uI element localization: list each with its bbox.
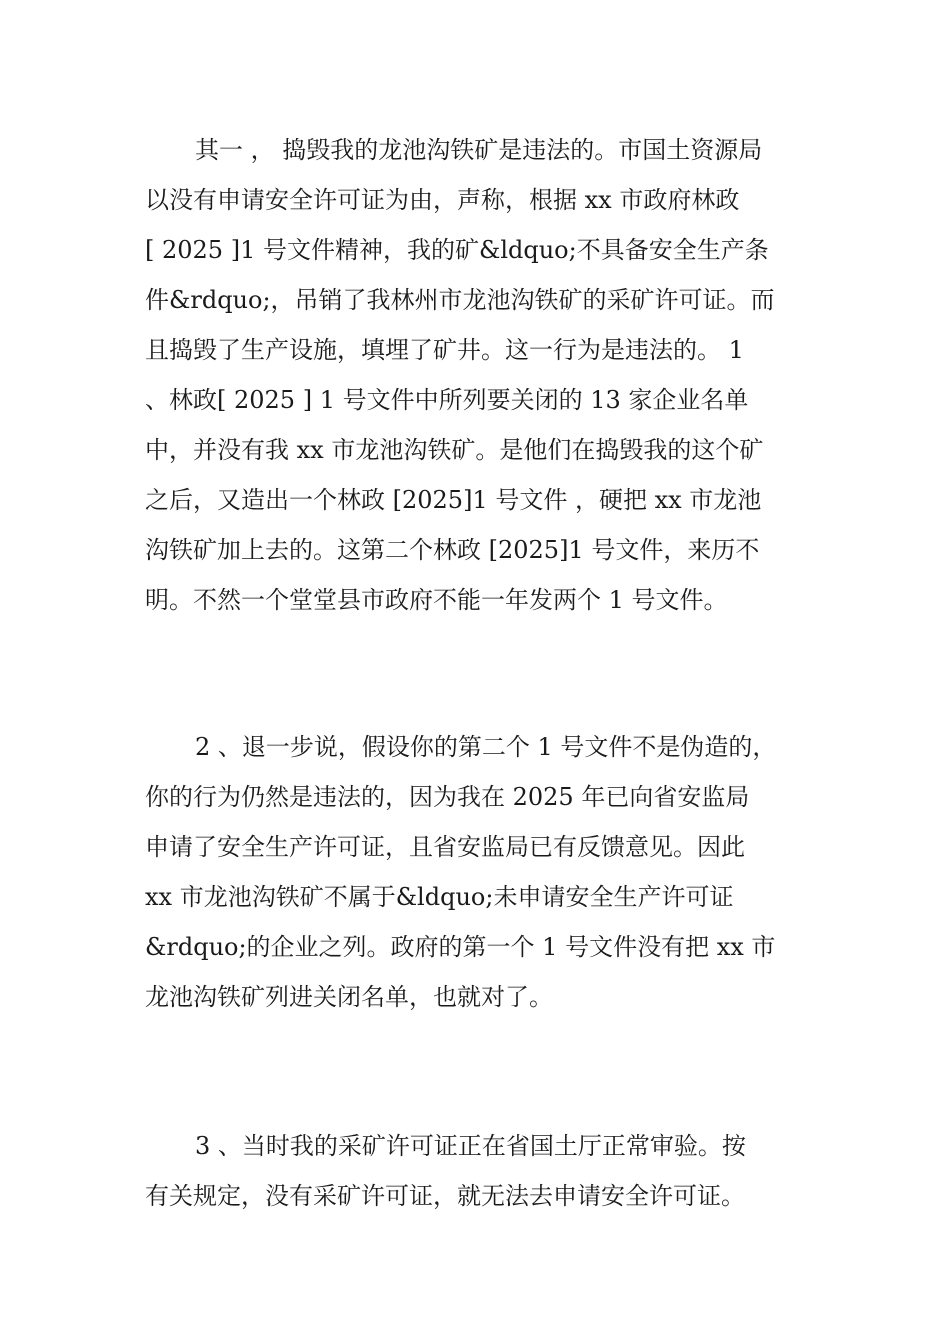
text-line: [ 2025 ]1 号文件精神，我的矿&ldquo;不具备安全生产条 [145, 236, 769, 264]
text-line: 其一 ， 捣毁我的龙池沟铁矿是违法的。市国土资源局 [195, 136, 763, 164]
paragraph-2 [145, 722, 815, 1022]
paragraph-3 [145, 1121, 815, 1221]
text-line: &rdquo;的企业之列。政府的第一个 1 号文件没有把 xx 市 [145, 933, 776, 961]
text-line: 龙池沟铁矿列进关闭名单，也就对了。 [145, 983, 553, 1011]
text-line: 、林政[ 2025 ] 1 号文件中所列要关闭的 13 家企业名单 [145, 386, 749, 414]
text-line: 之后，又造出一个林政 [2025]1 号文件 ，硬把 xx 市龙池 [145, 486, 762, 514]
paragraph-1 [145, 125, 815, 625]
text-line: 且捣毁了生产设施，填埋了矿井。这一行为是违法的。 1 [145, 336, 744, 364]
text-line: 有关规定，没有采矿许可证，就无法去申请安全许可证。 [145, 1182, 745, 1210]
text-line: 沟铁矿加上去的。这第二个林政 [2025]1 号文件，来历不 [145, 536, 760, 564]
text-line: 明。不然一个堂堂县市政府不能一年发两个 1 号文件。 [145, 586, 728, 614]
text-line: 件&rdquo;，吊销了我林州市龙池沟铁矿的采矿许可证。而 [145, 286, 775, 314]
text-line: 2 、退一步说，假设你的第二个 1 号文件不是伪造的， [195, 733, 777, 761]
text-line: 申请了安全生产许可证，且省安监局已有反馈意见。因此 [145, 833, 745, 861]
text-line: 以没有申请安全许可证为由，声称，根据 xx 市政府林政 [145, 186, 740, 214]
text-line: 3 、当时我的采矿许可证正在省国土厅正常审验。按 [195, 1132, 746, 1160]
text-line: 中，并没有我 xx 市龙池沟铁矿。是他们在捣毁我的这个矿 [145, 436, 764, 464]
text-line: xx 市龙池沟铁矿不属于&ldquo;未申请安全生产许可证 [145, 883, 734, 911]
text-line: 你的行为仍然是违法的，因为我在 2025 年已向省安监局 [145, 783, 750, 811]
